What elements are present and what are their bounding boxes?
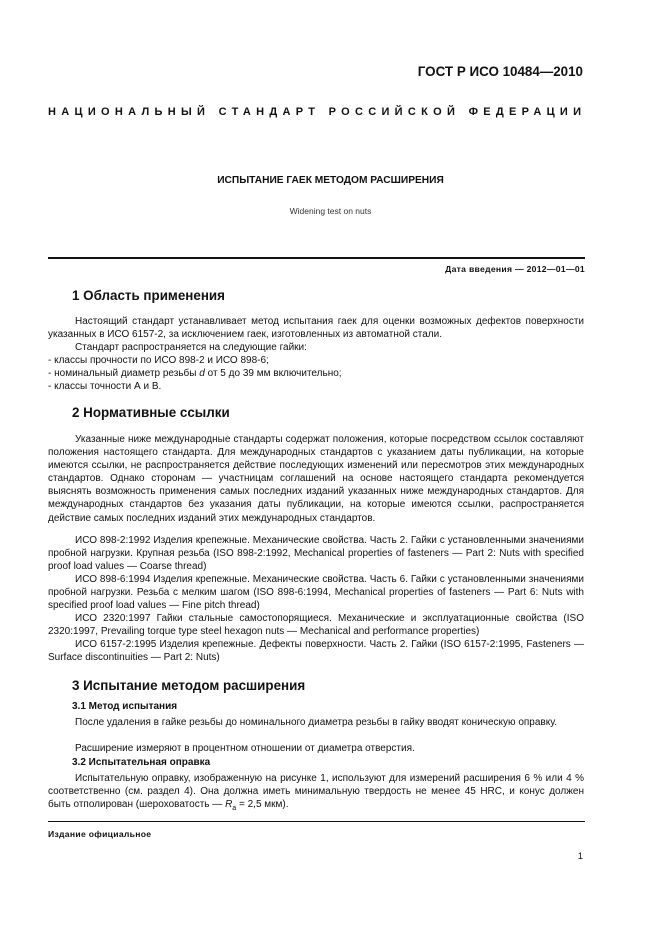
section-1-heading: 1 Область применения — [72, 288, 225, 303]
paragraph-text: = 2,5 мкм). — [236, 799, 289, 811]
section-2-paragraph: Указанные ниже международные стандарты содержат положения, которые посредством ссылок составляют положения настоящего стандарта. Для международных стандартов с указанием даты публикации, на которые имеются ссылки, не распространяется действие последующих изменений или пересмотров этих международных стандартов. Однако сторонам — участницам соглашений на основе настоящего стандарта рекомендуется выяснять возможность применения самых последних изданий указанных ниже международных стандартов. Для международных стандартов без указания даты публикации, на которые имеются ссылки, распространяется действие самых последних изданий этих международных стандартов. — [48, 434, 584, 524]
introduction-date: Дата введения — 2012—01—01 — [445, 264, 585, 274]
reference-item: ИСО 2320:1997 Гайки стальные самостопорящиеся. Механические и эксплуатационные свойства (ISO 2320:1997, Prevailing torque type steel hexagon nuts — Mechanical and performance properties) — [48, 613, 584, 638]
subsection-3-2-paragraph — [48, 772, 584, 815]
reference-item: ИСО 898-2:1992 Изделия крепежные. Механические свойства. Часть 2. Гайки с установленными значениями пробной нагрузки. Крупная резьба (ISO 898-2:1992, Mechanical properties of fasteners — Part 2: Nuts with specified proof load values — Coarse thread) — [48, 535, 584, 573]
section-3-heading: 3 Испытание методом расширения — [72, 678, 306, 693]
subscript-a: a — [232, 805, 237, 813]
subsection-3-2-heading: 3.2 Испытательная оправка — [72, 757, 211, 768]
list-item-text: - номинальный диаметр резьбы — [48, 368, 200, 379]
official-edition-label: Издание официальное — [48, 829, 152, 839]
variable-r: R — [225, 799, 233, 811]
subsection-3-1-paragraph: После удаления в гайке резьбы до номинального диаметра резьбы в гайку вводят коническую оправку. — [75, 717, 557, 728]
standard-banner: НАЦИОНАЛЬНЫЙ СТАНДАРТ РОССИЙСКОЙ ФЕДЕРАЦИИ — [48, 106, 587, 118]
list-item-text: от 5 до 39 мм включительно; — [204, 368, 342, 379]
subsection-3-1-heading: 3.1 Метод испытания — [72, 701, 178, 712]
section-1-list-item: - классы точности А и В. — [48, 381, 162, 392]
document-number: ГОСТ Р ИСО 10484—2010 — [417, 64, 583, 79]
document-title-english: Widening test on nuts — [289, 206, 372, 216]
reference-item: ИСО 898-6:1994 Изделия крепежные. Механические свойства. Часть 6. Гайки с установленными значениями пробной нагрузки. Резьба с мелким шагом (ISO 898-6:1994, Mechanical properties of fasteners — Part 6: Nuts with specified proof load values — Fine pitch thread) — [48, 574, 584, 612]
variable-d: d — [199, 368, 205, 379]
subsection-3-1-paragraph: Расширение измеряют в процентном отношении от диаметра отверстия. — [75, 743, 415, 754]
section-1-paragraph: Настоящий стандарт устанавливает метод испытания гаек для оценки возможных дефектов поверхности указанных в ИСО 6157-2, за исключением гаек, изготовленных из автоматной стали. — [48, 316, 584, 341]
document-title: ИСПЫТАНИЕ ГАЕК МЕТОДОМ РАСШИРЕНИЯ — [217, 175, 444, 186]
section-2-heading: 2 Нормативные ссылки — [72, 405, 230, 420]
footer-divider — [48, 821, 585, 822]
section-1-list-item: - классы прочности по ИСО 898-2 и ИСО 898-6; — [48, 355, 269, 366]
reference-item: ИСО 6157-2:1995 Изделия крепежные. Дефекты поверхности. Часть 2. Гайки (ISO 6157-2:1995, Fasteners — Surface discontinuities — Part 2: Nuts) — [48, 639, 584, 664]
section-1-scope-intro: Стандарт распространяется на следующие гайки: — [75, 342, 307, 353]
section-1-list-item — [48, 367, 584, 380]
title-divider — [48, 257, 585, 259]
page-number: 1 — [577, 851, 583, 862]
paragraph-text: Испытательную оправку, изображенную на рисунке 1, используют для измерений расширения 6 % или 4 % соответственно (см. раздел 4). Она должна иметь минимальную твердость не менее 45 HRC, и конус должен быть отполирован (шероховатость — — [48, 773, 584, 811]
